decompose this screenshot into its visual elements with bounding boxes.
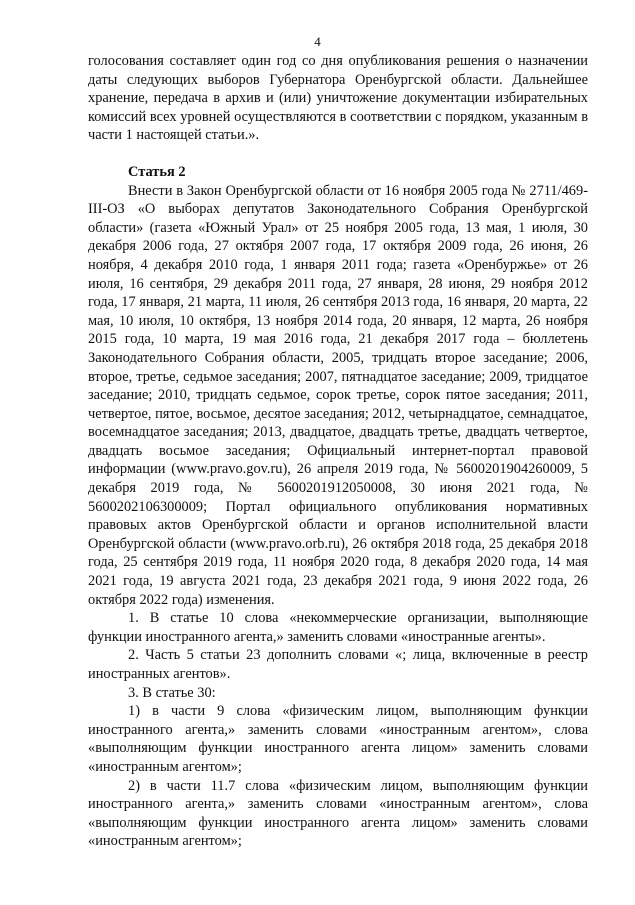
paragraph-item-1: 1. В статье 10 слова «некоммерческие организации, выполняющие функции иностранного агента,» заменить словами «иностранные агенты». <box>88 610 588 645</box>
paragraph-item-2: 2. Часть 5 статьи 23 дополнить словами «; лица, включенные в реестр иностранных агентов». <box>88 647 588 682</box>
paragraph-subitem-1: 1) в части 9 слова «физическим лицом, выполняющим функции иностранного агента,» заменить словами «иностранным агентом», слова «выполняющим функции иностранного агента лицом» заменить словами «иностранным агентом»; <box>88 703 588 775</box>
page-number: 4 <box>314 34 321 49</box>
paragraph-amendment-intro: Внести в Закон Оренбургской области от 16 ноября 2005 года № 2711/469-III-ОЗ «О выборах депутатов Законодательного Собрания Оренбургской области» (газета «Южный Урал» от 25 ноября 2005 года, 13 мая, 1 июля, 30 декабря 2006 года, 27 октября 2007 года, 17 октября 2009 года, 26 июня, 26 ноября, 4 декабря 2010 года, 1 января 2011 года; газета «Оренбуржье» от 26 июля, 16 сентября, 29 декабря 2011 года, 27 января, 28 июня, 29 ноября 2012 года, 17 января, 21 марта, 11 июля, 26 сентября 2013 года, 16 января, 20 марта, 22 мая, 10 июля, 10 октября, 13 ноября 2014 года, 20 января, 12 марта, 26 ноября 2015 года, 10 марта, 19 мая 2016 года, 21 декабря 2017 года – бюллетень Законодательного Собрания области, 2005, тридцать второе заседание; 2006, второе, третье, седьмое заседания; 2007, пятнадцатое заседание; 2009, тридцатое заседание; 2010, тридцать седьмое, сорок третье, сорок пятое заседания; 2011, четвертое, пятое, восьмое, десятое заседания; 2012, четырнадцатое, семнадцатое, восемнадцатое заседания; 2013, двадцатое, двадцать третье, двадцать четвертое, двадцать восьмое заседания; Официальный интернет-портал правовой информации (www.pravo.gov.ru), 26 апреля 2019 года, № 5600201904260009, 5 декабря 2019 года, № 5600201912050008, 30 июня 2021 года, № 5600202106300009; Портал официального опубликования нормативных правовых актов Оренбургской области и органов исполнительной власти Оренбургской области (www.pravo.orb.ru), 26 октября 2018 года, 25 декабря 2018 года, 25 сентября 2019 года, 11 ноября 2020 года, 8 декабря 2020 года, 14 мая 2021 года, 19 августа 2021 года, 23 декабря 2021 года, 9 июня 2022 года, 26 октября 2022 года) изменения. <box>88 182 588 608</box>
paragraph-subitem-2: 2) в части 11.7 слова «физическим лицом, выполняющим функции иностранного агента,» заменить словами «иностранным агентом», слова «выполняющим функции иностранного агента лицом» заменить словами «иностранным агентом»; <box>88 777 588 850</box>
paragraph-continuation: голосования составляет один год со дня опубликования решения о назначении даты следующих выборов Губернатора Оренбургской области. Дальнейшее хранение, передача в архив и (или) уничтожение документации избирательных комиссий всех уровней осуществляются в соответствии с порядком, указанным в части 1 настоящей статьи.». <box>88 53 588 144</box>
paragraph-item-3: 3. В статье 30: <box>128 684 216 701</box>
article-heading: Статья 2 <box>128 163 186 180</box>
document-body <box>88 52 588 851</box>
